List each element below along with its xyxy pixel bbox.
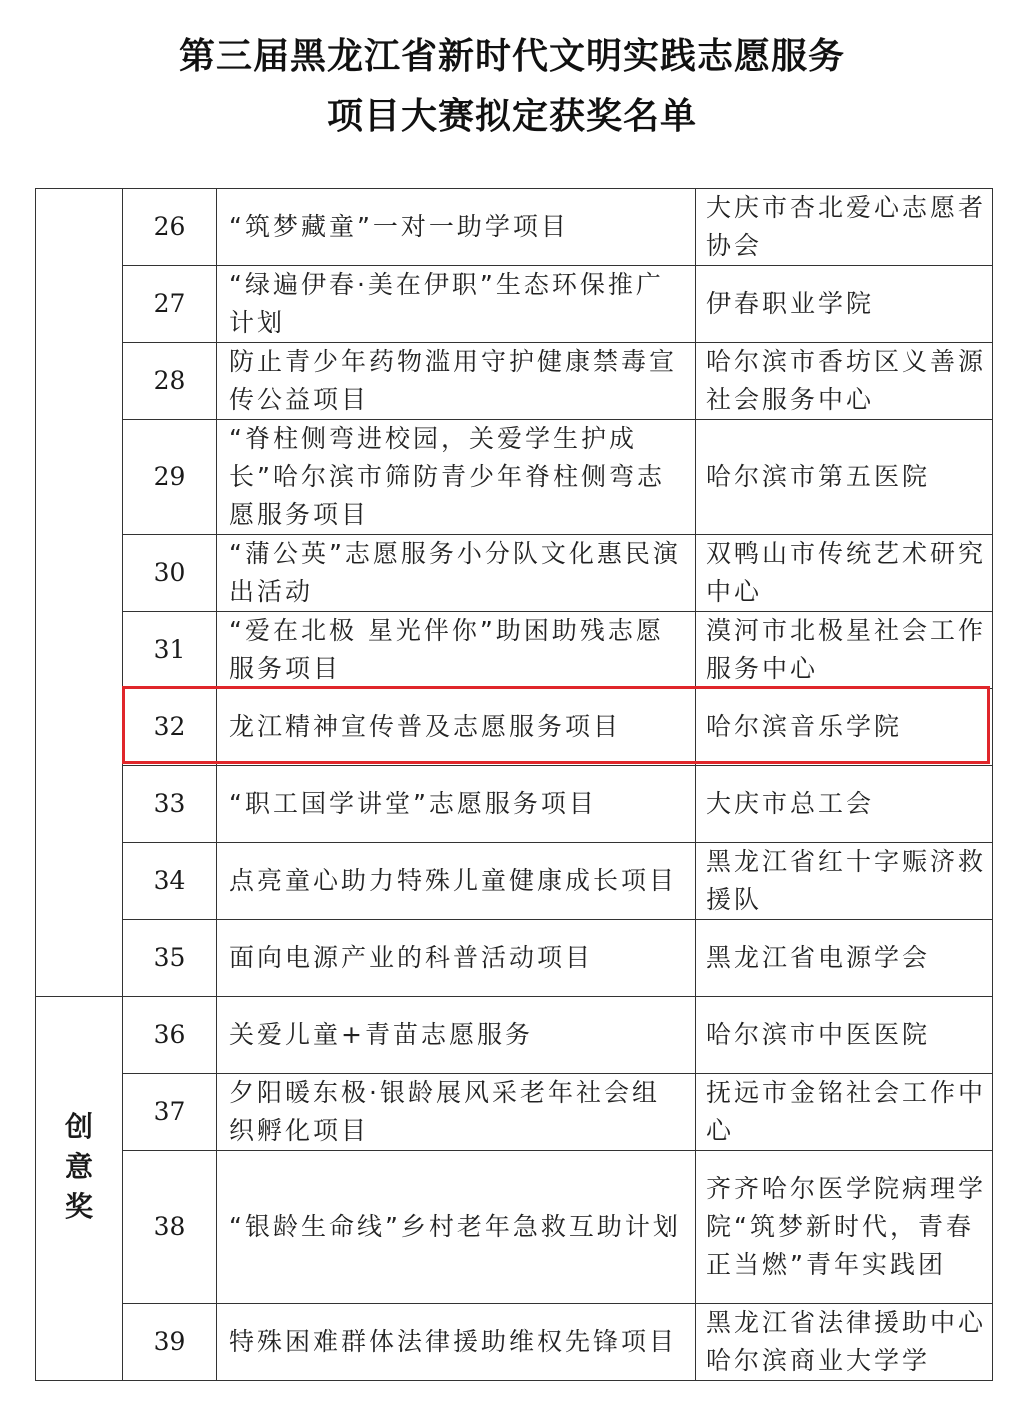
row-number: 30	[123, 535, 217, 612]
category-label: 创意奖	[64, 1110, 93, 1223]
project-name: 龙江精神宣传普及志愿服务项目	[217, 689, 696, 766]
category-cell-creative	[36, 997, 123, 1381]
table-row	[36, 1151, 993, 1304]
row-number: 27	[123, 266, 217, 343]
table-row	[36, 766, 993, 843]
project-name: 关爱儿童+青苗志愿服务	[217, 997, 696, 1074]
organization-name: 黑龙江省电源学会	[696, 920, 993, 997]
row-number: 38	[123, 1151, 217, 1304]
project-name: “筑梦藏童”一对一助学项目	[217, 189, 696, 266]
project-name: “银龄生命线”乡村老年急救互助计划	[217, 1151, 696, 1304]
organization-name: 黑龙江省法律援助中心哈尔滨商业大学学	[696, 1304, 993, 1381]
table-row	[36, 843, 993, 920]
project-name: “爱在北极 星光伴你”助困助残志愿服务项目	[217, 612, 696, 689]
table-row	[36, 420, 993, 535]
project-name: “蒲公英”志愿服务小分队文化惠民演出活动	[217, 535, 696, 612]
organization-name: 黑龙江省红十字赈济救援队	[696, 843, 993, 920]
project-name: 面向电源产业的科普活动项目	[217, 920, 696, 997]
organization-name: 大庆市杏北爱心志愿者协会	[696, 189, 993, 266]
project-name: 特殊困难群体法律援助维权先锋项目	[217, 1304, 696, 1381]
organization-name: 哈尔滨市香坊区义善源社会服务中心	[696, 343, 993, 420]
table-row	[36, 1304, 993, 1381]
table-row	[36, 1074, 993, 1151]
row-number: 26	[123, 189, 217, 266]
organization-name: 大庆市总工会	[696, 766, 993, 843]
organization-name: 双鸭山市传统艺术研究中心	[696, 535, 993, 612]
table-row	[36, 920, 993, 997]
row-number: 39	[123, 1304, 217, 1381]
table-row	[36, 535, 993, 612]
page-title-line2: 项目大赛拟定获奖名单	[326, 96, 697, 137]
awards-table	[35, 188, 993, 1381]
project-name: 点亮童心助力特殊儿童健康成长项目	[217, 843, 696, 920]
page-title-line1: 第三届黑龙江省新时代文明实践志愿服务	[178, 36, 845, 77]
row-number: 31	[123, 612, 217, 689]
row-number: 32	[123, 689, 217, 766]
organization-name: 齐齐哈尔医学院病理学院“筑梦新时代，青春正当燃”青年实践团	[696, 1151, 993, 1304]
row-number: 37	[123, 1074, 217, 1151]
project-name: 夕阳暖东极·银龄展风采老年社会组织孵化项目	[217, 1074, 696, 1151]
row-number: 34	[123, 843, 217, 920]
organization-name: 哈尔滨音乐学院	[696, 689, 993, 766]
category-cell-upper	[36, 189, 123, 997]
project-name: 防止青少年药物滥用守护健康禁毒宣传公益项目	[217, 343, 696, 420]
table-row	[36, 266, 993, 343]
organization-name: 哈尔滨市中医医院	[696, 997, 993, 1074]
table-row-highlighted	[36, 689, 993, 766]
project-name: “职工国学讲堂”志愿服务项目	[217, 766, 696, 843]
table-row	[36, 343, 993, 420]
table-row	[36, 189, 993, 266]
project-name: “脊柱侧弯进校园，关爱学生护成长”哈尔滨市筛防青少年脊柱侧弯志愿服务项目	[217, 420, 696, 535]
organization-name: 抚远市金铭社会工作中心	[696, 1074, 993, 1151]
table-row	[36, 997, 993, 1074]
row-number: 33	[123, 766, 217, 843]
organization-name: 哈尔滨市第五医院	[696, 420, 993, 535]
organization-name: 伊春职业学院	[696, 266, 993, 343]
project-name: “绿遍伊春·美在伊职”生态环保推广计划	[217, 266, 696, 343]
organization-name: 漠河市北极星社会工作服务中心	[696, 612, 993, 689]
row-number: 29	[123, 420, 217, 535]
row-number: 35	[123, 920, 217, 997]
row-number: 28	[123, 343, 217, 420]
row-number: 36	[123, 997, 217, 1074]
table-row	[36, 612, 993, 689]
